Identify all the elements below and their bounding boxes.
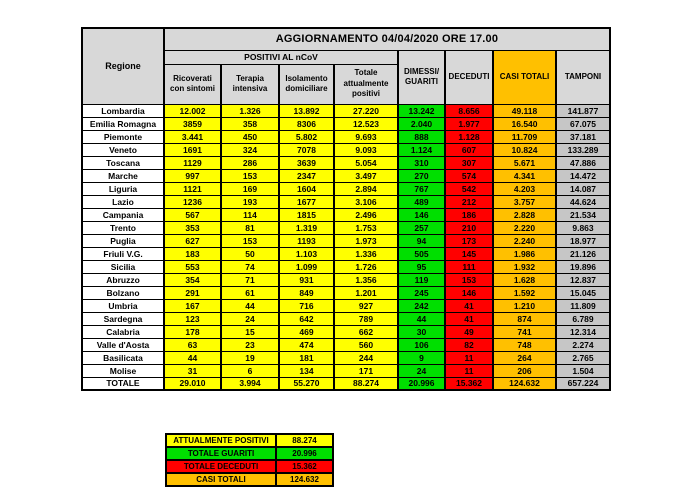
value-cell: 71: [221, 273, 279, 286]
value-cell: 1193: [279, 234, 334, 247]
region-row: [82, 117, 610, 130]
value-cell: 3.497: [334, 169, 398, 182]
value-cell: 114: [221, 208, 279, 221]
isolamento-header: Isolamento domiciliare: [279, 64, 334, 104]
value-cell: 134: [279, 364, 334, 377]
value-cell: 44: [221, 299, 279, 312]
value-cell: 167: [164, 299, 221, 312]
value-cell: 81: [221, 221, 279, 234]
total-label-cell: TOTALE: [82, 377, 164, 390]
value-cell: 257: [398, 221, 445, 234]
value-cell: 1.726: [334, 260, 398, 273]
region-row: [82, 247, 610, 260]
value-cell: 82: [445, 338, 493, 351]
value-cell: 270: [398, 169, 445, 182]
region-row: [82, 182, 610, 195]
value-cell: 67.075: [556, 117, 610, 130]
value-cell: 4.341: [493, 169, 556, 182]
region-name-cell: Valle d'Aosta: [82, 338, 164, 351]
region-row: [82, 299, 610, 312]
value-cell: 286: [221, 156, 279, 169]
value-cell: 4.203: [493, 182, 556, 195]
value-cell: 15.045: [556, 286, 610, 299]
legend-label-cell: CASI TOTALI: [166, 473, 276, 486]
value-cell: 31: [164, 364, 221, 377]
value-cell: 145: [445, 247, 493, 260]
region-row: [82, 234, 610, 247]
region-row: [82, 104, 610, 117]
value-cell: 18.977: [556, 234, 610, 247]
value-cell: 9.093: [334, 143, 398, 156]
value-cell: 13.242: [398, 104, 445, 117]
value-cell: 14.087: [556, 182, 610, 195]
value-cell: 7078: [279, 143, 334, 156]
value-cell: 49: [445, 325, 493, 338]
region-name-cell: Puglia: [82, 234, 164, 247]
value-cell: 23: [221, 338, 279, 351]
value-cell: 1604: [279, 182, 334, 195]
value-cell: 193: [221, 195, 279, 208]
region-name-cell: Campania: [82, 208, 164, 221]
value-cell: 37.181: [556, 130, 610, 143]
value-cell: 29.010: [164, 377, 221, 390]
value-cell: 133.289: [556, 143, 610, 156]
value-cell: 24: [221, 312, 279, 325]
value-cell: 3.106: [334, 195, 398, 208]
value-cell: 19.896: [556, 260, 610, 273]
summary-legend-table: [165, 433, 334, 487]
value-cell: 88.274: [334, 377, 398, 390]
value-cell: 2.828: [493, 208, 556, 221]
value-cell: 153: [445, 273, 493, 286]
value-cell: 245: [398, 286, 445, 299]
value-cell: 874: [493, 312, 556, 325]
legend-label-cell: TOTALE GUARITI: [166, 447, 276, 460]
value-cell: 2.220: [493, 221, 556, 234]
value-cell: 10.824: [493, 143, 556, 156]
value-cell: 662: [334, 325, 398, 338]
value-cell: 324: [221, 143, 279, 156]
value-cell: 27.220: [334, 104, 398, 117]
region-name-cell: Toscana: [82, 156, 164, 169]
value-cell: 16.540: [493, 117, 556, 130]
value-cell: 264: [493, 351, 556, 364]
value-cell: 6.789: [556, 312, 610, 325]
value-cell: 291: [164, 286, 221, 299]
value-cell: 741: [493, 325, 556, 338]
value-cell: 95: [398, 260, 445, 273]
value-cell: 119: [398, 273, 445, 286]
value-cell: 849: [279, 286, 334, 299]
value-cell: 3.441: [164, 130, 221, 143]
value-cell: 173: [445, 234, 493, 247]
value-cell: 1.103: [279, 247, 334, 260]
value-cell: 141.877: [556, 104, 610, 117]
value-cell: 5.054: [334, 156, 398, 169]
value-cell: 2.040: [398, 117, 445, 130]
region-name-cell: Lombardia: [82, 104, 164, 117]
value-cell: 24: [398, 364, 445, 377]
value-cell: 12.002: [164, 104, 221, 117]
value-cell: 123: [164, 312, 221, 325]
value-cell: 567: [164, 208, 221, 221]
value-cell: 30: [398, 325, 445, 338]
value-cell: 489: [398, 195, 445, 208]
legend-label-cell: ATTUALMENTE POSITIVI: [166, 434, 276, 447]
region-name-cell: Sicilia: [82, 260, 164, 273]
value-cell: 1.319: [279, 221, 334, 234]
value-cell: 212: [445, 195, 493, 208]
region-row: [82, 325, 610, 338]
value-cell: 21.126: [556, 247, 610, 260]
value-cell: 2.496: [334, 208, 398, 221]
region-name-cell: Friuli V.G.: [82, 247, 164, 260]
value-cell: 1.326: [221, 104, 279, 117]
region-name-cell: Trento: [82, 221, 164, 234]
value-cell: 353: [164, 221, 221, 234]
value-cell: 15: [221, 325, 279, 338]
value-cell: 169: [221, 182, 279, 195]
value-cell: 927: [334, 299, 398, 312]
region-row: [82, 208, 610, 221]
region-name-cell: Sardegna: [82, 312, 164, 325]
value-cell: 1.592: [493, 286, 556, 299]
legend-label-cell: TOTALE DECEDUTI: [166, 460, 276, 473]
value-cell: 716: [279, 299, 334, 312]
value-cell: 1677: [279, 195, 334, 208]
value-cell: 13.892: [279, 104, 334, 117]
region-name-cell: Calabria: [82, 325, 164, 338]
value-cell: 9: [398, 351, 445, 364]
value-cell: 1.986: [493, 247, 556, 260]
value-cell: 47.886: [556, 156, 610, 169]
value-cell: 94: [398, 234, 445, 247]
value-cell: 9.863: [556, 221, 610, 234]
region-row: [82, 221, 610, 234]
value-cell: 11: [445, 364, 493, 377]
value-cell: 3639: [279, 156, 334, 169]
region-name-cell: Liguria: [82, 182, 164, 195]
value-cell: 553: [164, 260, 221, 273]
value-cell: 146: [398, 208, 445, 221]
value-cell: 1.124: [398, 143, 445, 156]
region-name-cell: Basilicata: [82, 351, 164, 364]
value-cell: 3.757: [493, 195, 556, 208]
value-cell: 153: [221, 234, 279, 247]
region-row: [82, 312, 610, 325]
value-cell: 888: [398, 130, 445, 143]
value-cell: 11.709: [493, 130, 556, 143]
value-cell: 41: [445, 312, 493, 325]
value-cell: 74: [221, 260, 279, 273]
value-cell: 627: [164, 234, 221, 247]
value-cell: 8306: [279, 117, 334, 130]
value-cell: 354: [164, 273, 221, 286]
value-cell: 607: [445, 143, 493, 156]
region-name-cell: Molise: [82, 364, 164, 377]
value-cell: 2.765: [556, 351, 610, 364]
value-cell: 63: [164, 338, 221, 351]
value-cell: 2347: [279, 169, 334, 182]
value-cell: 2.894: [334, 182, 398, 195]
legend-row: [166, 473, 333, 486]
value-cell: 15.362: [445, 377, 493, 390]
value-cell: 6: [221, 364, 279, 377]
value-cell: 12.523: [334, 117, 398, 130]
value-cell: 1129: [164, 156, 221, 169]
value-cell: 49.118: [493, 104, 556, 117]
value-cell: 106: [398, 338, 445, 351]
value-cell: 44.624: [556, 195, 610, 208]
legend-value-cell: 88.274: [276, 434, 333, 447]
value-cell: 55.270: [279, 377, 334, 390]
value-cell: 1236: [164, 195, 221, 208]
value-cell: 14.472: [556, 169, 610, 182]
value-cell: 560: [334, 338, 398, 351]
value-cell: 1.356: [334, 273, 398, 286]
value-cell: 2.240: [493, 234, 556, 247]
value-cell: 50: [221, 247, 279, 260]
value-cell: 242: [398, 299, 445, 312]
value-cell: 1.210: [493, 299, 556, 312]
value-cell: 1.201: [334, 286, 398, 299]
value-cell: 186: [445, 208, 493, 221]
value-cell: 44: [164, 351, 221, 364]
totale-positivi-header: Totale attualmente positivi: [334, 64, 398, 104]
legend-row: [166, 447, 333, 460]
value-cell: 1.504: [556, 364, 610, 377]
value-cell: 450: [221, 130, 279, 143]
value-cell: 748: [493, 338, 556, 351]
region-name-cell: Marche: [82, 169, 164, 182]
update-title: AGGIORNAMENTO 04/04/2020 ORE 17.00: [164, 28, 610, 50]
tamponi-header: TAMPONI: [556, 50, 610, 104]
region-row: [82, 143, 610, 156]
value-cell: 146: [445, 286, 493, 299]
legend-value-cell: 124.632: [276, 473, 333, 486]
value-cell: 3859: [164, 117, 221, 130]
region-row: [82, 273, 610, 286]
legend-value-cell: 15.362: [276, 460, 333, 473]
value-cell: 997: [164, 169, 221, 182]
region-row: [82, 156, 610, 169]
region-name-cell: Emilia Romagna: [82, 117, 164, 130]
value-cell: 542: [445, 182, 493, 195]
region-name-cell: Piemonte: [82, 130, 164, 143]
deceduti-header: DECEDUTI: [445, 50, 493, 104]
value-cell: 41: [445, 299, 493, 312]
value-cell: 310: [398, 156, 445, 169]
legend-value-cell: 20.996: [276, 447, 333, 460]
value-cell: 574: [445, 169, 493, 182]
region-row: [82, 338, 610, 351]
value-cell: 642: [279, 312, 334, 325]
value-cell: 1.628: [493, 273, 556, 286]
region-name-cell: Abruzzo: [82, 273, 164, 286]
value-cell: 1.128: [445, 130, 493, 143]
region-row: [82, 130, 610, 143]
value-cell: 2.274: [556, 338, 610, 351]
value-cell: 178: [164, 325, 221, 338]
value-cell: 307: [445, 156, 493, 169]
value-cell: 505: [398, 247, 445, 260]
value-cell: 1.099: [279, 260, 334, 273]
region-row: [82, 195, 610, 208]
value-cell: 11.809: [556, 299, 610, 312]
value-cell: 11: [445, 351, 493, 364]
value-cell: 244: [334, 351, 398, 364]
value-cell: 3.994: [221, 377, 279, 390]
region-row: [82, 169, 610, 182]
value-cell: 5.671: [493, 156, 556, 169]
region-row: [82, 286, 610, 299]
value-cell: 474: [279, 338, 334, 351]
value-cell: 61: [221, 286, 279, 299]
ricoverati-header: Ricoverati con sintomi: [164, 64, 221, 104]
value-cell: 12.837: [556, 273, 610, 286]
value-cell: 9.693: [334, 130, 398, 143]
value-cell: 5.802: [279, 130, 334, 143]
value-cell: 1691: [164, 143, 221, 156]
value-cell: 1.977: [445, 117, 493, 130]
region-name-cell: Bolzano: [82, 286, 164, 299]
positivi-group-header: POSITIVI AL nCoV: [164, 50, 398, 64]
value-cell: 1121: [164, 182, 221, 195]
value-cell: 469: [279, 325, 334, 338]
value-cell: 8.656: [445, 104, 493, 117]
region-name-cell: Umbria: [82, 299, 164, 312]
dimessi-guariti-header: DIMESSI/ GUARITI: [398, 50, 445, 104]
legend-row: [166, 460, 333, 473]
region-name-cell: Veneto: [82, 143, 164, 156]
value-cell: 111: [445, 260, 493, 273]
value-cell: 1815: [279, 208, 334, 221]
value-cell: 206: [493, 364, 556, 377]
value-cell: 767: [398, 182, 445, 195]
value-cell: 183: [164, 247, 221, 260]
covid-regional-table: [81, 27, 611, 391]
value-cell: 789: [334, 312, 398, 325]
value-cell: 1.753: [334, 221, 398, 234]
region-name-cell: Lazio: [82, 195, 164, 208]
value-cell: 153: [221, 169, 279, 182]
value-cell: 931: [279, 273, 334, 286]
value-cell: 21.534: [556, 208, 610, 221]
casi-totali-header: CASI TOTALI: [493, 50, 556, 104]
value-cell: 181: [279, 351, 334, 364]
value-cell: 19: [221, 351, 279, 364]
region-row: [82, 351, 610, 364]
region-row: [82, 260, 610, 273]
value-cell: 1.336: [334, 247, 398, 260]
value-cell: 12.314: [556, 325, 610, 338]
legend-row: [166, 434, 333, 447]
value-cell: 657.224: [556, 377, 610, 390]
value-cell: 1.932: [493, 260, 556, 273]
value-cell: 20.996: [398, 377, 445, 390]
terapia-intensiva-header: Terapia intensiva: [221, 64, 279, 104]
title-row: [82, 28, 610, 50]
value-cell: 44: [398, 312, 445, 325]
total-row: [82, 377, 610, 390]
value-cell: 358: [221, 117, 279, 130]
value-cell: 171: [334, 364, 398, 377]
value-cell: 124.632: [493, 377, 556, 390]
regione-column-header: Regione: [82, 28, 164, 104]
value-cell: 210: [445, 221, 493, 234]
value-cell: 1.973: [334, 234, 398, 247]
region-row: [82, 364, 610, 377]
